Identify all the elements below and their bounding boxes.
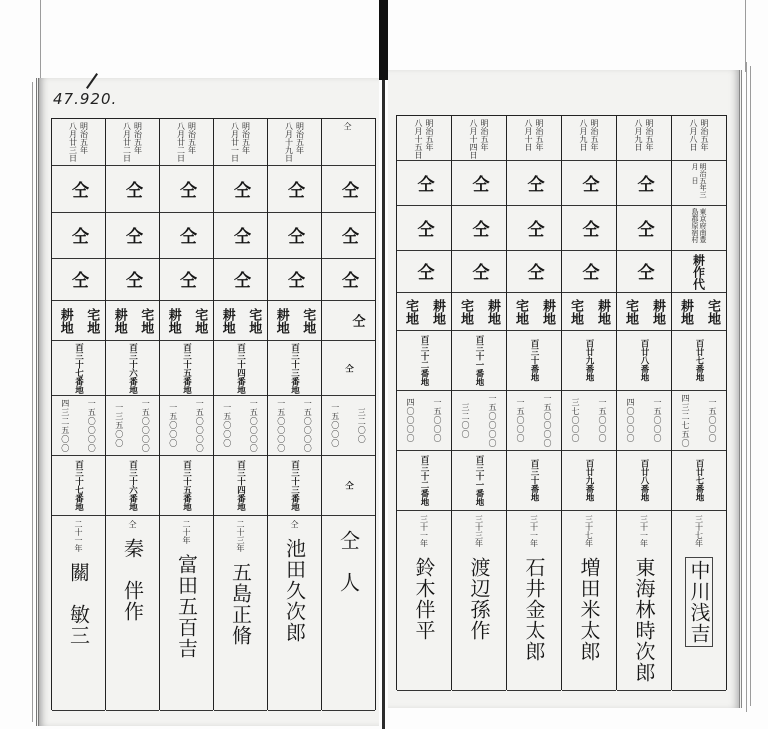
- area-left: 四〇〇〇〇: [406, 398, 415, 443]
- owner-name: 仝 人: [336, 530, 361, 593]
- land-category-left: 耕地: [111, 307, 127, 334]
- lot-number: 百三十四番地: [235, 342, 246, 394]
- area-cell: [452, 391, 506, 451]
- owner-cell: [160, 516, 213, 711]
- row4-text: 仝: [338, 271, 358, 288]
- area-left: 三二〇〇: [461, 402, 470, 439]
- lot-number-cell: [268, 341, 321, 396]
- registration-date-cell: [214, 119, 267, 166]
- owner-name: 中川浅吉: [685, 557, 713, 647]
- lot-number: 百三十五番地: [181, 342, 192, 394]
- row3-text: 仝: [338, 227, 358, 244]
- land-category-left: 宅地: [623, 298, 638, 325]
- land-category-cell: [562, 293, 616, 331]
- month-day: 八月十五日: [414, 119, 423, 159]
- row3-text: 仝: [633, 219, 654, 237]
- entry-cell-row3: [322, 213, 375, 259]
- row3-text: 仝: [284, 227, 304, 244]
- lot-number-cell: [214, 341, 267, 396]
- lot-number-cell: [672, 331, 726, 391]
- land-category-left: 宅地: [458, 298, 473, 325]
- owner-name: 關 敏三: [66, 562, 91, 646]
- register-entry-column: [561, 116, 616, 690]
- entry-cell-row2: [617, 161, 671, 206]
- owner-year: 三十七年: [694, 515, 704, 547]
- area-left: 一五〇〇〇: [222, 403, 232, 448]
- owner-cell: [452, 511, 506, 691]
- area-right: 一五〇〇〇: [598, 398, 607, 443]
- entry-cell-row2: [52, 166, 105, 213]
- lot-number: 仝: [343, 363, 354, 373]
- land-category-cell: [322, 301, 375, 341]
- registration-date-cell: [507, 116, 561, 161]
- land-category-left: 耕地: [57, 307, 73, 334]
- entry-cell-row3: [617, 206, 671, 251]
- right-page: [388, 70, 742, 708]
- row2-text: 仝: [468, 174, 489, 192]
- row3-text: 仝: [578, 219, 599, 237]
- month-day: 八月十九日: [284, 122, 294, 162]
- land-category-cell: [672, 293, 726, 331]
- second-lot-number-cell: [160, 456, 213, 516]
- lot-number: 百廿九番地: [584, 339, 594, 382]
- row2-text: 仝: [122, 180, 142, 198]
- owner-cell: [397, 511, 451, 691]
- entry-cell-row4: [52, 259, 105, 301]
- entry-cell-row4: [672, 251, 726, 293]
- second-lot-number-cell: [106, 456, 159, 516]
- land-category-left: 宅地: [568, 298, 583, 325]
- area-right: 一五〇〇〇〇: [488, 393, 497, 448]
- owner-year: 三十一年: [419, 515, 429, 547]
- owner-year: 仝: [290, 520, 299, 528]
- row2-text: 仝: [523, 174, 544, 192]
- page-edge-line: [32, 82, 33, 722]
- entry-cell-row3: [106, 213, 159, 259]
- land-category-right: 耕地: [540, 298, 555, 325]
- registration-date-cell: [52, 119, 105, 166]
- second-lot-number: 百三十一番地: [474, 455, 484, 506]
- entry-cell-row4: [214, 259, 267, 301]
- area-cell: [268, 396, 321, 456]
- month-day: 八月九日: [634, 119, 643, 151]
- owner-year: 二十年: [182, 520, 191, 544]
- entry-cell-row2: [672, 161, 726, 206]
- land-category-left: 宅地: [403, 298, 418, 325]
- entry-cell-row4: [452, 251, 506, 293]
- land-category-right: 宅地: [246, 307, 262, 334]
- area-left: 三七〇〇〇: [571, 398, 580, 443]
- register-entry-column: [159, 119, 213, 710]
- area-right: 一五〇〇〇: [708, 398, 717, 443]
- land-category-right: 宅地: [138, 307, 154, 334]
- area-cell: [397, 391, 451, 451]
- left-register-table: [51, 118, 376, 710]
- owner-cell: [106, 516, 159, 711]
- area-cell: [617, 391, 671, 451]
- land-category-cell: [452, 293, 506, 331]
- owner-year: 仝: [128, 520, 137, 528]
- area-left: 一五〇〇〇: [168, 403, 178, 448]
- area-left: 一五〇〇〇: [516, 398, 525, 443]
- era-year: 明治五年: [535, 119, 544, 151]
- row3-text: 仝: [68, 227, 88, 244]
- area-left: 一五〇〇〇〇: [276, 398, 286, 453]
- land-category-right: 耕地: [650, 298, 665, 325]
- month-day: 仝: [343, 122, 352, 130]
- area-right: 一五〇〇〇〇: [543, 393, 552, 448]
- owner-year: 三十一年: [529, 515, 539, 547]
- area-cell: [52, 396, 105, 456]
- row4-text: 仝: [413, 263, 434, 280]
- land-category-right: 宅地: [705, 298, 720, 325]
- owner-name: 渡辺孫作: [467, 557, 491, 641]
- area-cell: [160, 396, 213, 456]
- entry-cell-row3: [452, 206, 506, 251]
- row4-text: 耕作代: [691, 253, 706, 290]
- row4-text: 仝: [523, 263, 544, 280]
- entry-cell-row4: [106, 259, 159, 301]
- row3-text: 仝: [413, 219, 434, 237]
- second-lot-number-cell: [452, 451, 506, 511]
- row3-text: 東京府南豊島郡原宿村: [691, 208, 707, 243]
- lot-number: 百三十七番地: [73, 342, 84, 394]
- land-category-right: 宅地: [192, 307, 208, 334]
- era-year: 明治五年: [295, 122, 305, 154]
- lot-number-cell: [322, 341, 375, 396]
- second-lot-number-cell: [322, 456, 375, 516]
- register-entry-column: [451, 116, 506, 690]
- register-entry-column: [321, 119, 375, 710]
- lot-number: 百廿七番地: [694, 339, 704, 382]
- lot-number-cell: [52, 341, 105, 396]
- land-category-right: 耕地: [595, 298, 610, 325]
- second-lot-number-cell: [214, 456, 267, 516]
- row4-text: 仝: [68, 271, 88, 288]
- registration-date-cell: [160, 119, 213, 166]
- second-lot-number: 百三十二番地: [419, 455, 429, 506]
- area-right: 一五〇〇〇〇: [195, 398, 205, 453]
- area-right: 一五〇〇〇〇: [249, 398, 259, 453]
- register-entry-column: [671, 116, 726, 690]
- second-lot-number: 仝: [343, 481, 354, 490]
- owner-year: 三十一年: [639, 515, 649, 547]
- second-lot-number: 百廿七番地: [694, 459, 704, 502]
- second-lot-number-cell: [562, 451, 616, 511]
- registration-date-cell: [268, 119, 321, 166]
- owner-name: 増田米太郎: [577, 557, 601, 662]
- land-category-left: 宅地: [513, 298, 528, 325]
- land-category-left: 耕地: [273, 307, 289, 334]
- row2-text: 仝: [413, 174, 434, 192]
- month-day: 八月十日: [524, 119, 533, 151]
- land-category-cell: [160, 301, 213, 341]
- second-lot-number: 百三十三番地: [289, 460, 300, 511]
- owner-cell: [617, 511, 671, 691]
- lot-number: 百三十一番地: [474, 335, 484, 386]
- second-lot-number-cell: [397, 451, 451, 511]
- check-mark: [86, 73, 98, 89]
- entry-cell-row2: [452, 161, 506, 206]
- registration-date-cell: [106, 119, 159, 166]
- register-entry-column: [396, 116, 451, 690]
- era-year: 明治五年: [241, 122, 251, 154]
- row3-text: 仝: [230, 227, 250, 244]
- era-year: 明治五年: [187, 122, 197, 154]
- area-cell: [672, 391, 726, 451]
- entry-cell-row4: [268, 259, 321, 301]
- entry-cell-row4: [507, 251, 561, 293]
- owner-cell: [52, 516, 105, 711]
- entry-cell-row4: [562, 251, 616, 293]
- page-edge-line: [746, 62, 747, 712]
- page-edge-line: [40, 0, 41, 80]
- entry-cell-row2: [397, 161, 451, 206]
- area-right: 一五〇〇〇: [433, 398, 442, 443]
- land-category-cell: [214, 301, 267, 341]
- registration-date-cell: [322, 119, 375, 166]
- lot-number: 百三十六番地: [127, 342, 138, 394]
- owner-cell: [507, 511, 561, 691]
- row2-text: 仝: [633, 174, 654, 192]
- owner-name: 五島正脩: [228, 562, 253, 646]
- row3-text: 仝: [176, 227, 196, 244]
- entry-cell-row2: [507, 161, 561, 206]
- entry-cell-row2: [322, 166, 375, 213]
- second-lot-number: 百廿八番地: [639, 459, 649, 502]
- second-lot-number-cell: [507, 451, 561, 511]
- area-right: 三二〇〇: [357, 407, 367, 444]
- owner-year: 三十七年: [584, 515, 594, 547]
- lot-number-cell: [397, 331, 451, 391]
- land-category-cell: [52, 301, 105, 341]
- owner-name: 秦 伴作: [120, 538, 145, 622]
- entry-cell-row3: [672, 206, 726, 251]
- era-year: 明治五年: [700, 119, 709, 151]
- area-cell: [507, 391, 561, 451]
- land-category-right: 宅地: [300, 307, 316, 334]
- register-entry-column: [51, 119, 105, 710]
- entry-cell-row2: [562, 161, 616, 206]
- owner-name: 鈴木伴平: [412, 557, 436, 641]
- right-register-table: [396, 115, 727, 690]
- entry-cell-row3: [562, 206, 616, 251]
- registration-date-cell: [397, 116, 451, 161]
- lot-number-cell: [452, 331, 506, 391]
- lot-number-cell: [507, 331, 561, 391]
- land-category-right: 耕地: [485, 298, 500, 325]
- era-year: 明治五年: [79, 122, 89, 154]
- row4-text: 仝: [122, 271, 142, 288]
- entry-cell-row2: [160, 166, 213, 213]
- entry-cell-row2: [106, 166, 159, 213]
- owner-cell: [268, 516, 321, 711]
- month-day: 八月廿三日: [68, 122, 78, 162]
- area-right: 一五〇〇〇〇: [141, 398, 151, 453]
- register-entry-column: [267, 119, 321, 710]
- owner-cell: [672, 511, 726, 691]
- register-entry-column: [616, 116, 671, 690]
- left-page: [36, 78, 379, 726]
- second-lot-number-cell: [268, 456, 321, 516]
- month-day: 八月十四日: [469, 119, 478, 159]
- land-category-cell: [268, 301, 321, 341]
- era-year: 明治五年: [480, 119, 489, 151]
- entry-cell-row3: [397, 206, 451, 251]
- register-entry-column: [105, 119, 159, 710]
- owner-year: 三十三年: [474, 515, 484, 547]
- area-left: 四三二五〇〇: [60, 398, 70, 453]
- row2-text: 仝: [230, 180, 250, 198]
- land-category-right: 宅地: [84, 307, 100, 334]
- owner-name: 石井金太郎: [522, 557, 546, 662]
- row4-text: 仝: [578, 263, 599, 280]
- land-category-left: 耕地: [219, 307, 235, 334]
- owner-name: 池田久次郎: [282, 538, 307, 643]
- land-category-right: 仝: [349, 314, 365, 327]
- entry-cell-row2: [268, 166, 321, 213]
- month-day: 八月九日: [579, 119, 588, 151]
- era-year: 明治五年: [590, 119, 599, 151]
- second-lot-number: 百三十六番地: [127, 460, 138, 511]
- area-right: 一五〇〇〇: [653, 398, 662, 443]
- era-year: 明治五年: [645, 119, 654, 151]
- era-year: 明治五年: [133, 122, 143, 154]
- second-lot-number: 百三十五番地: [181, 460, 192, 511]
- entry-cell-row3: [507, 206, 561, 251]
- month-day: 八月廿一日: [230, 122, 240, 162]
- area-left: 一三五〇〇: [114, 403, 124, 448]
- owner-year: 二十一年: [74, 520, 83, 552]
- month-day: 八月廿二日: [122, 122, 132, 162]
- row4-text: 仝: [176, 271, 196, 288]
- area-left: 四〇〇〇〇: [626, 398, 635, 443]
- entry-cell-row3: [52, 213, 105, 259]
- area-cell: [106, 396, 159, 456]
- page-mark: 47.920.: [53, 90, 118, 108]
- second-lot-number-cell: [617, 451, 671, 511]
- registration-date-cell: [452, 116, 506, 161]
- owner-cell: [322, 516, 375, 711]
- lot-number: 百三十三番地: [289, 342, 300, 394]
- entry-cell-row4: [617, 251, 671, 293]
- row4-text: 仝: [468, 263, 489, 280]
- registration-date-cell: [672, 116, 726, 161]
- row2-text: 仝: [176, 180, 196, 198]
- area-left: 四三二七五〇: [681, 393, 690, 448]
- entry-cell-row4: [322, 259, 375, 301]
- area-right: 一五〇〇〇〇: [87, 398, 97, 453]
- register-entry-column: [213, 119, 267, 710]
- second-lot-number-cell: [52, 456, 105, 516]
- second-lot-number: 百三十番地: [529, 459, 539, 502]
- land-category-left: 耕地: [165, 307, 181, 334]
- registration-date-cell: [617, 116, 671, 161]
- lot-number: 百三十二番地: [419, 335, 429, 386]
- land-category-cell: [397, 293, 451, 331]
- entry-cell-row4: [397, 251, 451, 293]
- row3-text: 仝: [468, 219, 489, 237]
- area-cell: [322, 396, 375, 456]
- entry-cell-row3: [268, 213, 321, 259]
- entry-cell-row4: [160, 259, 213, 301]
- entry-cell-row3: [214, 213, 267, 259]
- month-day: 八月八日: [689, 119, 698, 151]
- row2-text: 仝: [68, 180, 88, 198]
- owner-name: 富田五百吉: [174, 554, 199, 659]
- lot-number-cell: [562, 331, 616, 391]
- row2-text: 明治五年三月 日: [691, 163, 707, 198]
- second-lot-number-cell: [672, 451, 726, 511]
- lot-number: 百廿八番地: [639, 339, 649, 382]
- register-entry-column: [506, 116, 561, 690]
- entry-cell-row2: [214, 166, 267, 213]
- month-day: 八月廿二日: [176, 122, 186, 162]
- lot-number-cell: [106, 341, 159, 396]
- page-edge-line: [750, 66, 751, 706]
- row2-text: 仝: [338, 180, 358, 198]
- binding-gutter: [379, 0, 388, 80]
- row3-text: 仝: [523, 219, 544, 237]
- land-category-cell: [507, 293, 561, 331]
- owner-year: 二十三年: [236, 520, 245, 552]
- row2-text: 仝: [578, 174, 599, 192]
- lot-number-cell: [160, 341, 213, 396]
- area-cell: [214, 396, 267, 456]
- row4-text: 仝: [284, 271, 304, 288]
- second-lot-number: 百三十七番地: [73, 460, 84, 511]
- owner-cell: [214, 516, 267, 711]
- lot-number: 百三十番地: [529, 339, 539, 382]
- land-category-left: 耕地: [678, 298, 693, 325]
- row4-text: 仝: [633, 263, 654, 280]
- second-lot-number: 百三十四番地: [235, 460, 246, 511]
- area-right: 一五〇〇〇〇: [303, 398, 313, 453]
- row2-text: 仝: [284, 180, 304, 198]
- second-lot-number: 百廿九番地: [584, 459, 594, 502]
- entry-cell-row3: [160, 213, 213, 259]
- binding-line: [382, 80, 385, 729]
- row3-text: 仝: [122, 227, 142, 244]
- land-category-right: 耕地: [430, 298, 445, 325]
- area-left: 一五〇〇〇: [330, 403, 340, 448]
- owner-cell: [562, 511, 616, 691]
- owner-name: 東海林時次郎: [632, 557, 656, 683]
- land-category-cell: [617, 293, 671, 331]
- area-cell: [562, 391, 616, 451]
- era-year: 明治五年: [425, 119, 434, 151]
- lot-number-cell: [617, 331, 671, 391]
- land-category-cell: [106, 301, 159, 341]
- row4-text: 仝: [230, 271, 250, 288]
- registration-date-cell: [562, 116, 616, 161]
